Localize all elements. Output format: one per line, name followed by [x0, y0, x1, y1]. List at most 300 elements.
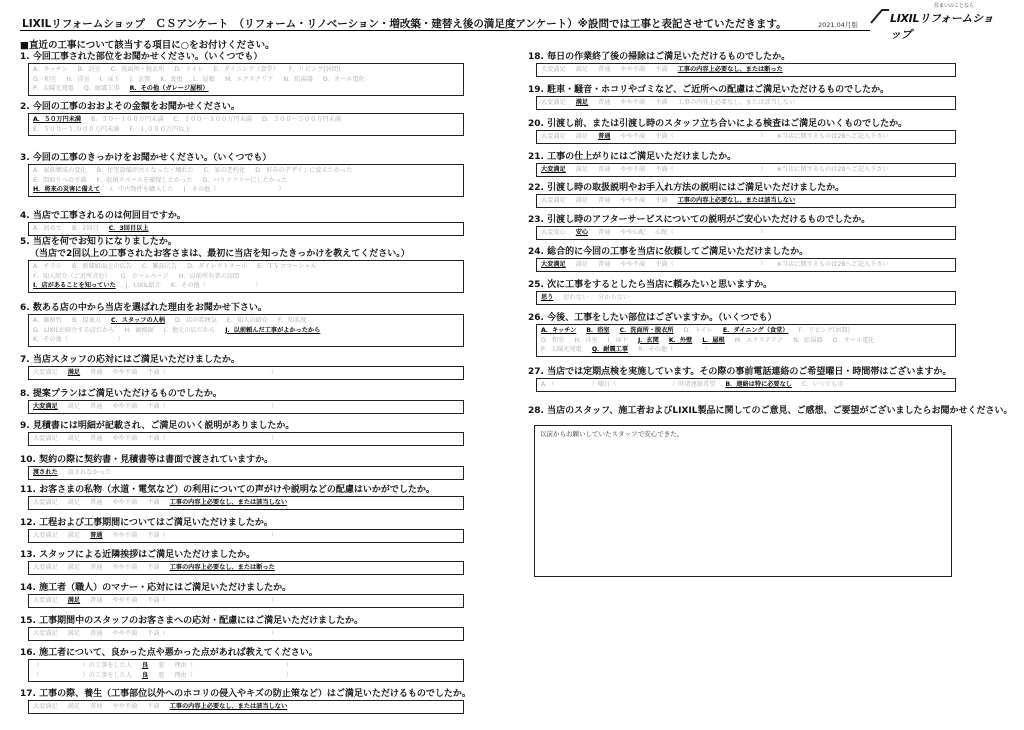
question-title: 11. お客さまの私物（水道・電気など）の利用についての声がけや説明などの配慮はいかがでしたか。: [20, 485, 435, 495]
answer-option[interactable]: 満足: [575, 261, 589, 268]
logo-brand: LIXILリフォームショップ: [890, 12, 994, 41]
answer-option[interactable]: 満足: [67, 630, 81, 637]
question-subtitle: （当店で2回以上の工事されたお客さまは、最初に当店を知ったきっかけを教えてください。）: [30, 249, 410, 259]
answer-option[interactable]: 大変満足: [33, 435, 58, 442]
answer-option[interactable]: A．価格竹: [33, 317, 62, 324]
answer-option[interactable]: 不満（ ）: [655, 261, 767, 268]
answer-option[interactable]: H．以前所有者の訪問: [178, 272, 240, 280]
question-title: 14. 施工者（職人）のマナー・応対にはご満足いただけましたか。: [20, 583, 292, 593]
answer-option[interactable]: A．チラシ: [33, 263, 62, 270]
answer-option[interactable]: A．初めて: [33, 225, 62, 232]
answer-option[interactable]: 不満: [655, 99, 668, 106]
answer-option[interactable]: やや不満: [620, 133, 646, 140]
question-10: [20, 454, 464, 480]
answer-option[interactable]: 大変満足: [33, 597, 58, 604]
question-title: 23. 引渡し時のアフターサービスについての説明がご安心いただけるものでしたか。: [528, 215, 871, 225]
answer-option[interactable]: やや不満: [112, 564, 138, 571]
answer-option[interactable]: 大変満足: [33, 403, 58, 410]
answer-option[interactable]: 大変安心: [541, 229, 566, 236]
answer-option[interactable]: 渡されなかった: [67, 469, 112, 476]
answer-option[interactable]: 工事の内容上必要なし、または断った: [677, 66, 783, 73]
answer-line: [33, 185, 459, 195]
answer-option[interactable]: やや不満: [112, 435, 138, 442]
answer-option[interactable]: E．ＴＶコマーシャル: [257, 263, 317, 270]
answer-box: [28, 466, 464, 480]
answer-option[interactable]: E．ダイニング（食堂）: [722, 327, 789, 334]
answer-option[interactable]: 理由（ ）: [174, 671, 292, 679]
answer-line: [541, 345, 951, 355]
answer-option[interactable]: 普通: [90, 630, 103, 637]
comment-box[interactable]: [534, 425, 952, 577]
answer-box: [28, 561, 464, 575]
answer-option[interactable]: 不満（ ）: [147, 369, 278, 376]
logo-tagline: 住まいのことなら: [934, 3, 975, 9]
answer-option[interactable]: 不満（ ）: [147, 597, 278, 604]
answer-option[interactable]: 不満: [655, 66, 668, 73]
answer-line: [33, 468, 459, 478]
question-22: [528, 182, 956, 208]
question-14: [20, 582, 464, 608]
question-4: [20, 210, 464, 236]
swoosh-icon: [870, 8, 890, 24]
answer-option[interactable]: 普通: [598, 261, 611, 268]
answer-option[interactable]: 普通: [598, 229, 611, 236]
question-title: 3. 今回の工事のきっかけをお聞かせください。（いくつでも）: [20, 153, 272, 163]
question-title: 28. 当店のスタッフ、施工者およびLIXIL製品に関してのご意見、ご感想、ご要望がございましたらお聞かせください。: [528, 406, 1013, 416]
answer-option[interactable]: L．屋根: [192, 75, 215, 83]
answer-option[interactable]: 普通: [90, 435, 103, 442]
answer-option[interactable]: F．収納スペースを確保したかった: [96, 176, 193, 184]
answer-option[interactable]: J．以前頼んだ工事がよかったから: [225, 326, 321, 334]
answer-line: [541, 228, 951, 238]
answer-option[interactable]: C．家の老朽化: [203, 167, 246, 174]
answer-option[interactable]: 普通: [90, 703, 103, 710]
answer-option[interactable]: N．給湯器: [283, 75, 313, 83]
answer-option[interactable]: 満足: [67, 435, 81, 442]
question-title: 4. 当店で工事されるのは何回目ですか。: [20, 211, 186, 221]
answer-option[interactable]: K．その他（ ）: [33, 336, 124, 343]
answer-option[interactable]: B．住宅設備が古くなった・壊れた: [96, 167, 194, 174]
answer-option[interactable]: 大変満足: [33, 532, 58, 539]
answer-option[interactable]: ※当店に関するものは28へご記入下さい: [776, 133, 889, 140]
answer-option[interactable]: （ ）の工事をした人: [33, 662, 132, 669]
answer-option[interactable]: 工事の内容上必要なし、または該当しない: [677, 197, 796, 204]
answer-option[interactable]: C．１００～３００万円未満: [173, 116, 252, 123]
question-5: [20, 236, 464, 293]
answer-option[interactable]: 満足: [67, 499, 81, 506]
answer-option[interactable]: 満足: [67, 597, 81, 604]
answer-box: [536, 258, 956, 272]
answer-box: [536, 130, 956, 144]
answer-line: [33, 176, 459, 186]
answer-option[interactable]: P．太陽光発電: [33, 85, 74, 92]
answer-line: [33, 434, 459, 444]
answer-line: [33, 629, 459, 639]
answer-option[interactable]: 普通: [598, 66, 611, 73]
answer-box: [28, 700, 464, 714]
answer-option[interactable]: 普通: [90, 403, 103, 410]
answer-option[interactable]: 大変満足: [541, 166, 566, 173]
question-title: 8. 提案プランはご満足いただけるものでしたか。: [20, 389, 222, 399]
answer-option[interactable]: 悪: [158, 662, 165, 669]
answer-line: [33, 84, 459, 94]
answer-option[interactable]: 満足: [575, 166, 589, 173]
answer-line: [33, 661, 459, 671]
question-title: 26. 今後、工事をしたい部位はございますか。（いくつでも）: [528, 313, 777, 323]
answer-option[interactable]: 不満: [147, 499, 160, 506]
answer-box: [28, 400, 464, 414]
answer-box: [536, 163, 956, 177]
answer-option[interactable]: B．浴室: [586, 327, 610, 334]
answer-option[interactable]: 分からない: [598, 294, 630, 301]
answer-option[interactable]: I．地元の店だから: [163, 326, 216, 334]
question-19: [528, 84, 956, 110]
answer-option[interactable]: 良: [142, 671, 149, 679]
answer-box: [536, 378, 956, 392]
question-title: 27. 当店では定期点検を実施しています。その際の事前電話連絡のご希望曜日・時間帯はございますか。: [528, 367, 952, 377]
answer-option[interactable]: 大変満足: [541, 99, 566, 106]
answer-option[interactable]: 思う: [541, 294, 554, 301]
question-28: [528, 405, 1012, 417]
answer-option[interactable]: 普通: [90, 564, 103, 571]
answer-option[interactable]: J．LIXIL紹介: [125, 282, 161, 289]
answer-line: [33, 115, 459, 125]
answer-option[interactable]: B．新聞紙面上の広告: [71, 263, 132, 270]
question-2: [20, 101, 464, 136]
answer-option[interactable]: 満足: [575, 99, 589, 106]
answer-box: [28, 164, 464, 197]
answer-box: [28, 594, 464, 608]
answer-option[interactable]: 満足: [67, 703, 81, 710]
answer-option[interactable]: I．床下: [99, 75, 120, 83]
answer-option[interactable]: やや不満: [620, 66, 646, 73]
question-title: 13. スタッフによる近隣挨拶はご満足いただけましたか。: [20, 550, 256, 560]
answer-option[interactable]: 満足: [575, 133, 589, 140]
answer-line: [541, 293, 951, 303]
answer-option[interactable]: B．浴室: [77, 66, 101, 73]
answer-option[interactable]: K．外壁: [668, 336, 693, 344]
answer-box: [28, 432, 464, 446]
answer-option[interactable]: H．洋室: [574, 336, 598, 344]
answer-option[interactable]: F．リビング(居間): [798, 327, 851, 334]
answer-option[interactable]: 大変満足: [541, 133, 566, 140]
answer-option[interactable]: 普通: [598, 99, 611, 106]
question-13: [20, 549, 464, 575]
question-21: [528, 151, 956, 177]
answer-option[interactable]: O．オール電化: [832, 336, 875, 344]
page-header: [20, 6, 1010, 32]
question-title: 22. 引渡し時の取扱説明やお手入れ方法の説明にはご満足いただけましたか。: [528, 183, 845, 193]
answer-option[interactable]: D．３００～５００万円未満: [262, 116, 342, 123]
answer-option[interactable]: 普通: [90, 369, 103, 376]
answer-line: [33, 125, 459, 135]
answer-option[interactable]: C．いつでも可: [801, 381, 844, 388]
answer-option[interactable]: 満足: [575, 197, 589, 204]
answer-option[interactable]: K．その他（ ）: [170, 282, 262, 289]
answer-option[interactable]: G．ホームページ: [120, 272, 169, 280]
answer-option[interactable]: 悪: [158, 671, 165, 679]
answer-option[interactable]: F．知名度: [277, 317, 307, 324]
answer-option[interactable]: 工事の内容上必要なし、または該当しない: [169, 499, 288, 506]
answer-box: [28, 627, 464, 641]
answer-option[interactable]: 工事の内容上必要なし、または該当しない: [169, 703, 288, 710]
answer-box: [28, 659, 464, 682]
answer-option[interactable]: E．ダイニング（食堂）: [213, 66, 279, 73]
answer-option[interactable]: D．好みのデザインに変えたかった: [255, 167, 353, 174]
answer-line: [541, 260, 951, 270]
answer-option[interactable]: やや不満: [112, 369, 138, 376]
answer-option[interactable]: H．価格面: [124, 326, 154, 334]
answer-box: [28, 63, 464, 96]
answer-line: [33, 224, 459, 234]
answer-option[interactable]: 大変満足: [33, 564, 58, 571]
answer-option[interactable]: D．トイレ: [683, 327, 713, 334]
answer-option[interactable]: 安心: [575, 229, 589, 236]
answer-box: [28, 496, 464, 510]
question-title: 2. 今回の工事のおおよその金額をお聞かせください。: [20, 102, 240, 112]
header-rule: [20, 30, 870, 31]
question-title: 16. 施工者について、良かった点や悪かった点があれば教えてください。: [20, 648, 318, 658]
question-title: 24. 総合的に今回の工事を当店に依頼してご満足いただけましたか。: [528, 247, 809, 257]
answer-line: [33, 316, 459, 326]
answer-option[interactable]: （ ）の工事をした人: [33, 671, 132, 679]
version-date: 2021.04月版: [818, 21, 858, 29]
answer-option[interactable]: D．ダイレクトメール: [187, 263, 248, 270]
answer-option[interactable]: やや不満: [620, 261, 646, 268]
answer-option[interactable]: 大変満足: [541, 197, 566, 204]
answer-option[interactable]: 不満（ ）: [147, 403, 278, 410]
answer-box: [28, 260, 464, 293]
answer-box: [28, 529, 464, 543]
question-1: [20, 51, 464, 96]
answer-option[interactable]: O．オール電化: [322, 75, 365, 83]
question-title: 1. 今回工事された部位をお聞かせください。（いくつでも）: [20, 52, 263, 62]
answer-line: [33, 402, 459, 412]
answer-option[interactable]: J．玄関: [129, 75, 151, 83]
answer-line: [33, 531, 459, 541]
answer-option[interactable]: やや不満: [112, 532, 138, 539]
question-title: 7. 当店スタッフの応対にはご満足いただけましたか。: [20, 355, 240, 365]
question-18: [528, 51, 956, 77]
answer-option[interactable]: I．床下: [607, 336, 628, 344]
answer-line: [541, 132, 951, 142]
question-title: 6. 数ある店の中から当店を選ばれた理由をお聞かせ下さい。: [20, 303, 267, 313]
answer-line: [33, 671, 459, 681]
answer-option[interactable]: R．その他（ ）: [638, 346, 711, 353]
answer-box: [28, 366, 464, 380]
answer-line: [33, 563, 459, 573]
question-title: 21. 工事の仕上がりにはご満足いただけましたか。: [528, 152, 737, 162]
answer-option[interactable]: J．玄関: [637, 336, 659, 344]
answer-option[interactable]: M．エクステリア: [225, 75, 274, 83]
answer-option[interactable]: F．リビング(居間): [288, 66, 341, 73]
question-title: 5. 当店を何でお知りになりましたか。: [20, 237, 177, 247]
answer-option[interactable]: K．外壁: [160, 75, 183, 83]
answer-option[interactable]: 満足: [67, 403, 81, 410]
answer-option[interactable]: 大変満足: [33, 630, 58, 637]
answer-option[interactable]: C．スタッフの人柄: [110, 317, 166, 324]
answer-line: [33, 281, 459, 291]
answer-line: [541, 196, 951, 206]
answer-option[interactable]: 不満: [655, 197, 668, 204]
answer-option[interactable]: やや不満: [112, 403, 138, 410]
answer-option[interactable]: E．５００～１,０００万円未満: [33, 125, 120, 133]
answer-line: [33, 368, 459, 378]
answer-option[interactable]: 満足: [67, 532, 81, 539]
answer-option[interactable]: やや不満: [112, 597, 138, 604]
answer-option[interactable]: 普通: [90, 532, 103, 539]
answer-option[interactable]: 普通: [598, 166, 611, 173]
question-title: 17. 工事の際、養生（工事部位以外へのホコリの侵入やキズの防止策など）はご満足いただけるものでしたか。: [20, 689, 471, 699]
answer-option[interactable]: A．（ ）曜日（ ）時頃連絡希望: [541, 381, 716, 388]
answer-line: [33, 335, 459, 345]
answer-option[interactable]: 不満（ ）: [655, 166, 767, 173]
answer-option[interactable]: やや不満: [620, 99, 646, 106]
question-17: [20, 688, 471, 714]
answer-option[interactable]: B．５０～１００万円未満: [91, 116, 164, 123]
answer-option[interactable]: やや心配: [620, 229, 646, 236]
answer-option[interactable]: G．バリアフリーにしたかった: [202, 176, 288, 184]
answer-box: [536, 291, 956, 305]
answer-option[interactable]: やや不満: [620, 197, 646, 204]
answer-option[interactable]: 理由（ ）: [174, 662, 292, 669]
answer-option[interactable]: M．エクステリア: [734, 336, 784, 344]
answer-line: [33, 702, 459, 712]
answer-option[interactable]: B．提案力: [71, 317, 101, 324]
answer-option[interactable]: 満足: [67, 564, 81, 571]
answer-option[interactable]: G．和室: [33, 75, 57, 83]
question-25: [528, 279, 956, 305]
answer-option[interactable]: 思わない: [563, 294, 589, 301]
answer-option[interactable]: A．家族構成の変化: [33, 167, 87, 174]
question-title: 12. 工程および工事期間についてはご満足いただけましたか。: [20, 518, 273, 528]
answer-option[interactable]: 大変満足: [33, 703, 58, 710]
answer-option[interactable]: 不満（ ）: [147, 435, 278, 442]
answer-option[interactable]: 満足: [575, 66, 589, 73]
answer-option[interactable]: 普通: [598, 133, 611, 140]
answer-option[interactable]: C．雑誌広告: [141, 263, 178, 270]
question-6: [20, 302, 464, 347]
answer-option[interactable]: D．トイレ: [174, 66, 204, 73]
answer-line: [541, 98, 951, 108]
answer-option[interactable]: やや不満: [112, 703, 138, 710]
answer-option[interactable]: ※当店に関するものは28へご記入下さい: [776, 166, 889, 173]
answer-option[interactable]: E．間取りへの不満: [33, 176, 87, 184]
answer-option[interactable]: A．キッチン: [33, 66, 68, 73]
answer-option[interactable]: 普通: [90, 597, 103, 604]
answer-option[interactable]: C．洗面所・脱衣所: [110, 66, 165, 73]
answer-option[interactable]: E．知人の紹介: [226, 317, 268, 324]
answer-box: [536, 226, 956, 240]
question-7: [20, 354, 464, 380]
answer-line: [33, 166, 459, 176]
answer-option[interactable]: やや不満: [112, 630, 138, 637]
answer-option[interactable]: H．将来の災害に備えて: [33, 186, 101, 193]
answer-option[interactable]: C．洗面所・脱衣所: [619, 327, 674, 334]
question-20: [528, 118, 956, 144]
answer-option[interactable]: B．連絡は特に必要なし: [725, 381, 792, 388]
answer-option[interactable]: 不満（ ）: [147, 630, 278, 637]
answer-box: [536, 194, 956, 208]
answer-option[interactable]: 大変満足: [541, 66, 566, 73]
survey-title: LIXILリフォームショップ ＣＳアンケート （リフォーム・リノベーション・増改築・建替え後の満足度アンケート）※設問では工事と表記させていただきます。: [22, 18, 787, 30]
answer-option[interactable]: G．和室: [541, 336, 565, 344]
question-3: [20, 152, 464, 197]
question-27: [528, 366, 956, 392]
answer-option[interactable]: 良: [142, 662, 149, 669]
answer-line: [541, 65, 951, 75]
answer-option[interactable]: G．LIXILが紹介する店だから: [33, 326, 115, 334]
answer-line: [33, 596, 459, 606]
question-16: [20, 647, 464, 682]
answer-line: [33, 75, 459, 85]
answer-option[interactable]: 不満: [147, 703, 160, 710]
answer-option[interactable]: やや不満: [620, 166, 646, 173]
answer-option[interactable]: 不満（ ）: [655, 133, 767, 140]
answer-box: [28, 113, 464, 136]
answer-option[interactable]: C．3回目以上: [108, 225, 149, 232]
answer-line: [541, 326, 951, 336]
answer-option[interactable]: B．2回目: [71, 225, 99, 232]
answer-option[interactable]: 不満（ ）: [147, 532, 278, 539]
question-11: [20, 484, 464, 510]
answer-option[interactable]: D．店の雰囲気: [175, 317, 217, 324]
answer-option[interactable]: 大変満足: [33, 499, 58, 506]
answer-line: [33, 65, 459, 75]
answer-option[interactable]: P．太陽光発電: [541, 346, 582, 353]
answer-box: [536, 63, 956, 77]
answer-option[interactable]: やや不満: [112, 499, 138, 506]
answer-option[interactable]: I．中古物件を購入した: [110, 186, 174, 193]
answer-line: [33, 272, 459, 282]
answer-option[interactable]: J．その他（ ）: [183, 186, 285, 193]
question-title: 10. 契約の際に契約書・見積書等は書面で渡されていますか。: [20, 455, 274, 465]
answer-option[interactable]: 工事の内容上必要なし、または該当しない: [677, 99, 796, 106]
answer-option[interactable]: 大変満足: [541, 261, 566, 268]
answer-option[interactable]: L．屋根: [702, 336, 725, 344]
answer-option[interactable]: F．知人紹介（ご近所含む）: [33, 272, 111, 280]
answer-option[interactable]: ※当店に関するものは28へご記入下さい: [776, 261, 889, 268]
question-title: 25. 次に工事をするとしたら当店に頼みたいと思いますか。: [528, 280, 773, 290]
question-26: [528, 312, 956, 357]
answer-option[interactable]: 心配（ ）: [655, 229, 767, 236]
answer-option[interactable]: 工事の内容上必要なし、または断った: [169, 564, 275, 571]
answer-option[interactable]: 渡された: [33, 469, 58, 476]
question-title: 9. 見積書には明細が記載され、ご満足のいく説明がありましたか。: [20, 421, 295, 431]
question-8: [20, 388, 464, 414]
answer-option[interactable]: 満足: [67, 369, 81, 376]
answer-option[interactable]: 不満: [147, 564, 160, 571]
answer-box: [536, 324, 956, 357]
answer-option[interactable]: Q．耐震工事: [591, 346, 629, 353]
answer-option[interactable]: R．その他（ガレージ屋根）: [129, 85, 209, 92]
answer-line: [33, 498, 459, 508]
answer-option[interactable]: A．５０万円未満: [33, 116, 82, 123]
answer-option[interactable]: F．１,０００万円以上: [129, 125, 191, 133]
answer-option[interactable]: 普通: [598, 197, 611, 204]
question-15: [20, 615, 464, 641]
answer-option[interactable]: 大変満足: [33, 369, 58, 376]
answer-option[interactable]: I．店があることを知っていた: [33, 282, 116, 289]
answer-option[interactable]: N．給湯器: [793, 336, 823, 344]
answer-option[interactable]: H．洋室: [66, 75, 90, 83]
answer-box: [28, 222, 464, 236]
answer-option[interactable]: A．キッチン: [541, 327, 577, 334]
answer-line: [33, 326, 459, 336]
answer-option[interactable]: 普通: [90, 499, 103, 506]
answer-option[interactable]: Q．耐震工事: [83, 85, 120, 92]
answer-line: [541, 380, 951, 390]
